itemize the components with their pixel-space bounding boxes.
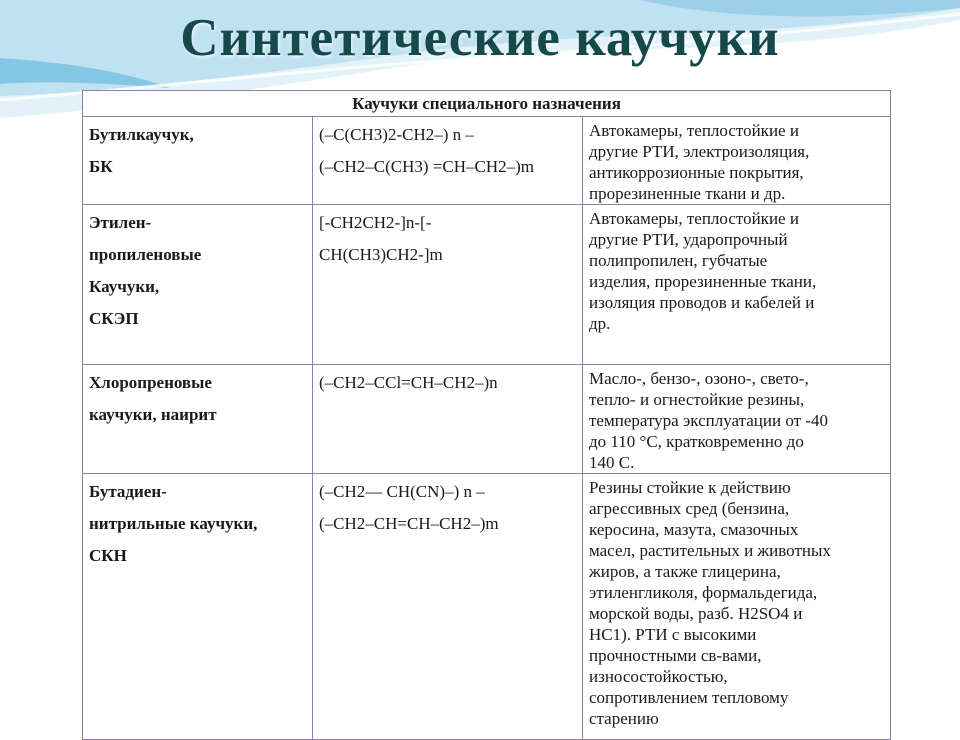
rubber-table-container bbox=[82, 90, 890, 728]
rubber-table bbox=[82, 90, 891, 740]
rubber-name-cell: Этилен- пропиленовые Каучуки, СКЭП bbox=[83, 205, 313, 365]
formula-cell: [-CH2CH2-]n-[- CH(CH3)CH2-]m bbox=[313, 205, 583, 365]
application-cell: Автокамеры, теплостойкие и другие РТИ, ударопрочный полипропилен, губчатые изделия, прорезиненные ткани, изоляция проводов и кабелей и др. bbox=[583, 205, 891, 365]
application-cell: Резины стойкие к действию агрессивных сред (бензина, керосина, мазута, смазочных масел, растительных и животных жиров, а также глицерина, этиленгликоля, формальдегида, морской воды, разб. H2SO4 и HC1). РТИ с высокими прочностными св-вами, износостойкостью, сопротивлением тепловому старению bbox=[583, 474, 891, 740]
table-row bbox=[83, 205, 891, 365]
formula-cell: (–C(CH3)2-CH2–) n – (–CH2–C(CH3) =CH–CH2–)m bbox=[313, 117, 583, 205]
table-header: Каучуки специального назначения bbox=[83, 91, 891, 117]
application-cell: Автокамеры, теплостойкие и другие РТИ, электроизоляция, антикоррозионные покрытия, прорезиненные ткани и др. bbox=[583, 117, 891, 205]
table-row bbox=[83, 474, 891, 740]
table-row bbox=[83, 117, 891, 205]
rubber-name-cell: Бутадиен- нитрильные каучуки, СКН bbox=[83, 474, 313, 740]
application-cell: Масло-, бензо-, озоно-, свето-, тепло- и огнестойкие резины, температура эксплуатации от -40 до 110 °С, кратковременно до 140 С. bbox=[583, 365, 891, 474]
table-header-row bbox=[83, 91, 891, 117]
table-row bbox=[83, 365, 891, 474]
formula-cell: (–CH2— CH(CN)–) n – (–CH2–CH=CH–CH2–)m bbox=[313, 474, 583, 740]
rubber-name-cell: Бутилкаучук, БК bbox=[83, 117, 313, 205]
rubber-name-cell: Хлоропреновые каучуки, наирит bbox=[83, 365, 313, 474]
slide-title: Синтетические каучуки bbox=[180, 9, 780, 67]
formula-cell: (–CH2–CCl=CH–CH2–)n bbox=[313, 365, 583, 474]
